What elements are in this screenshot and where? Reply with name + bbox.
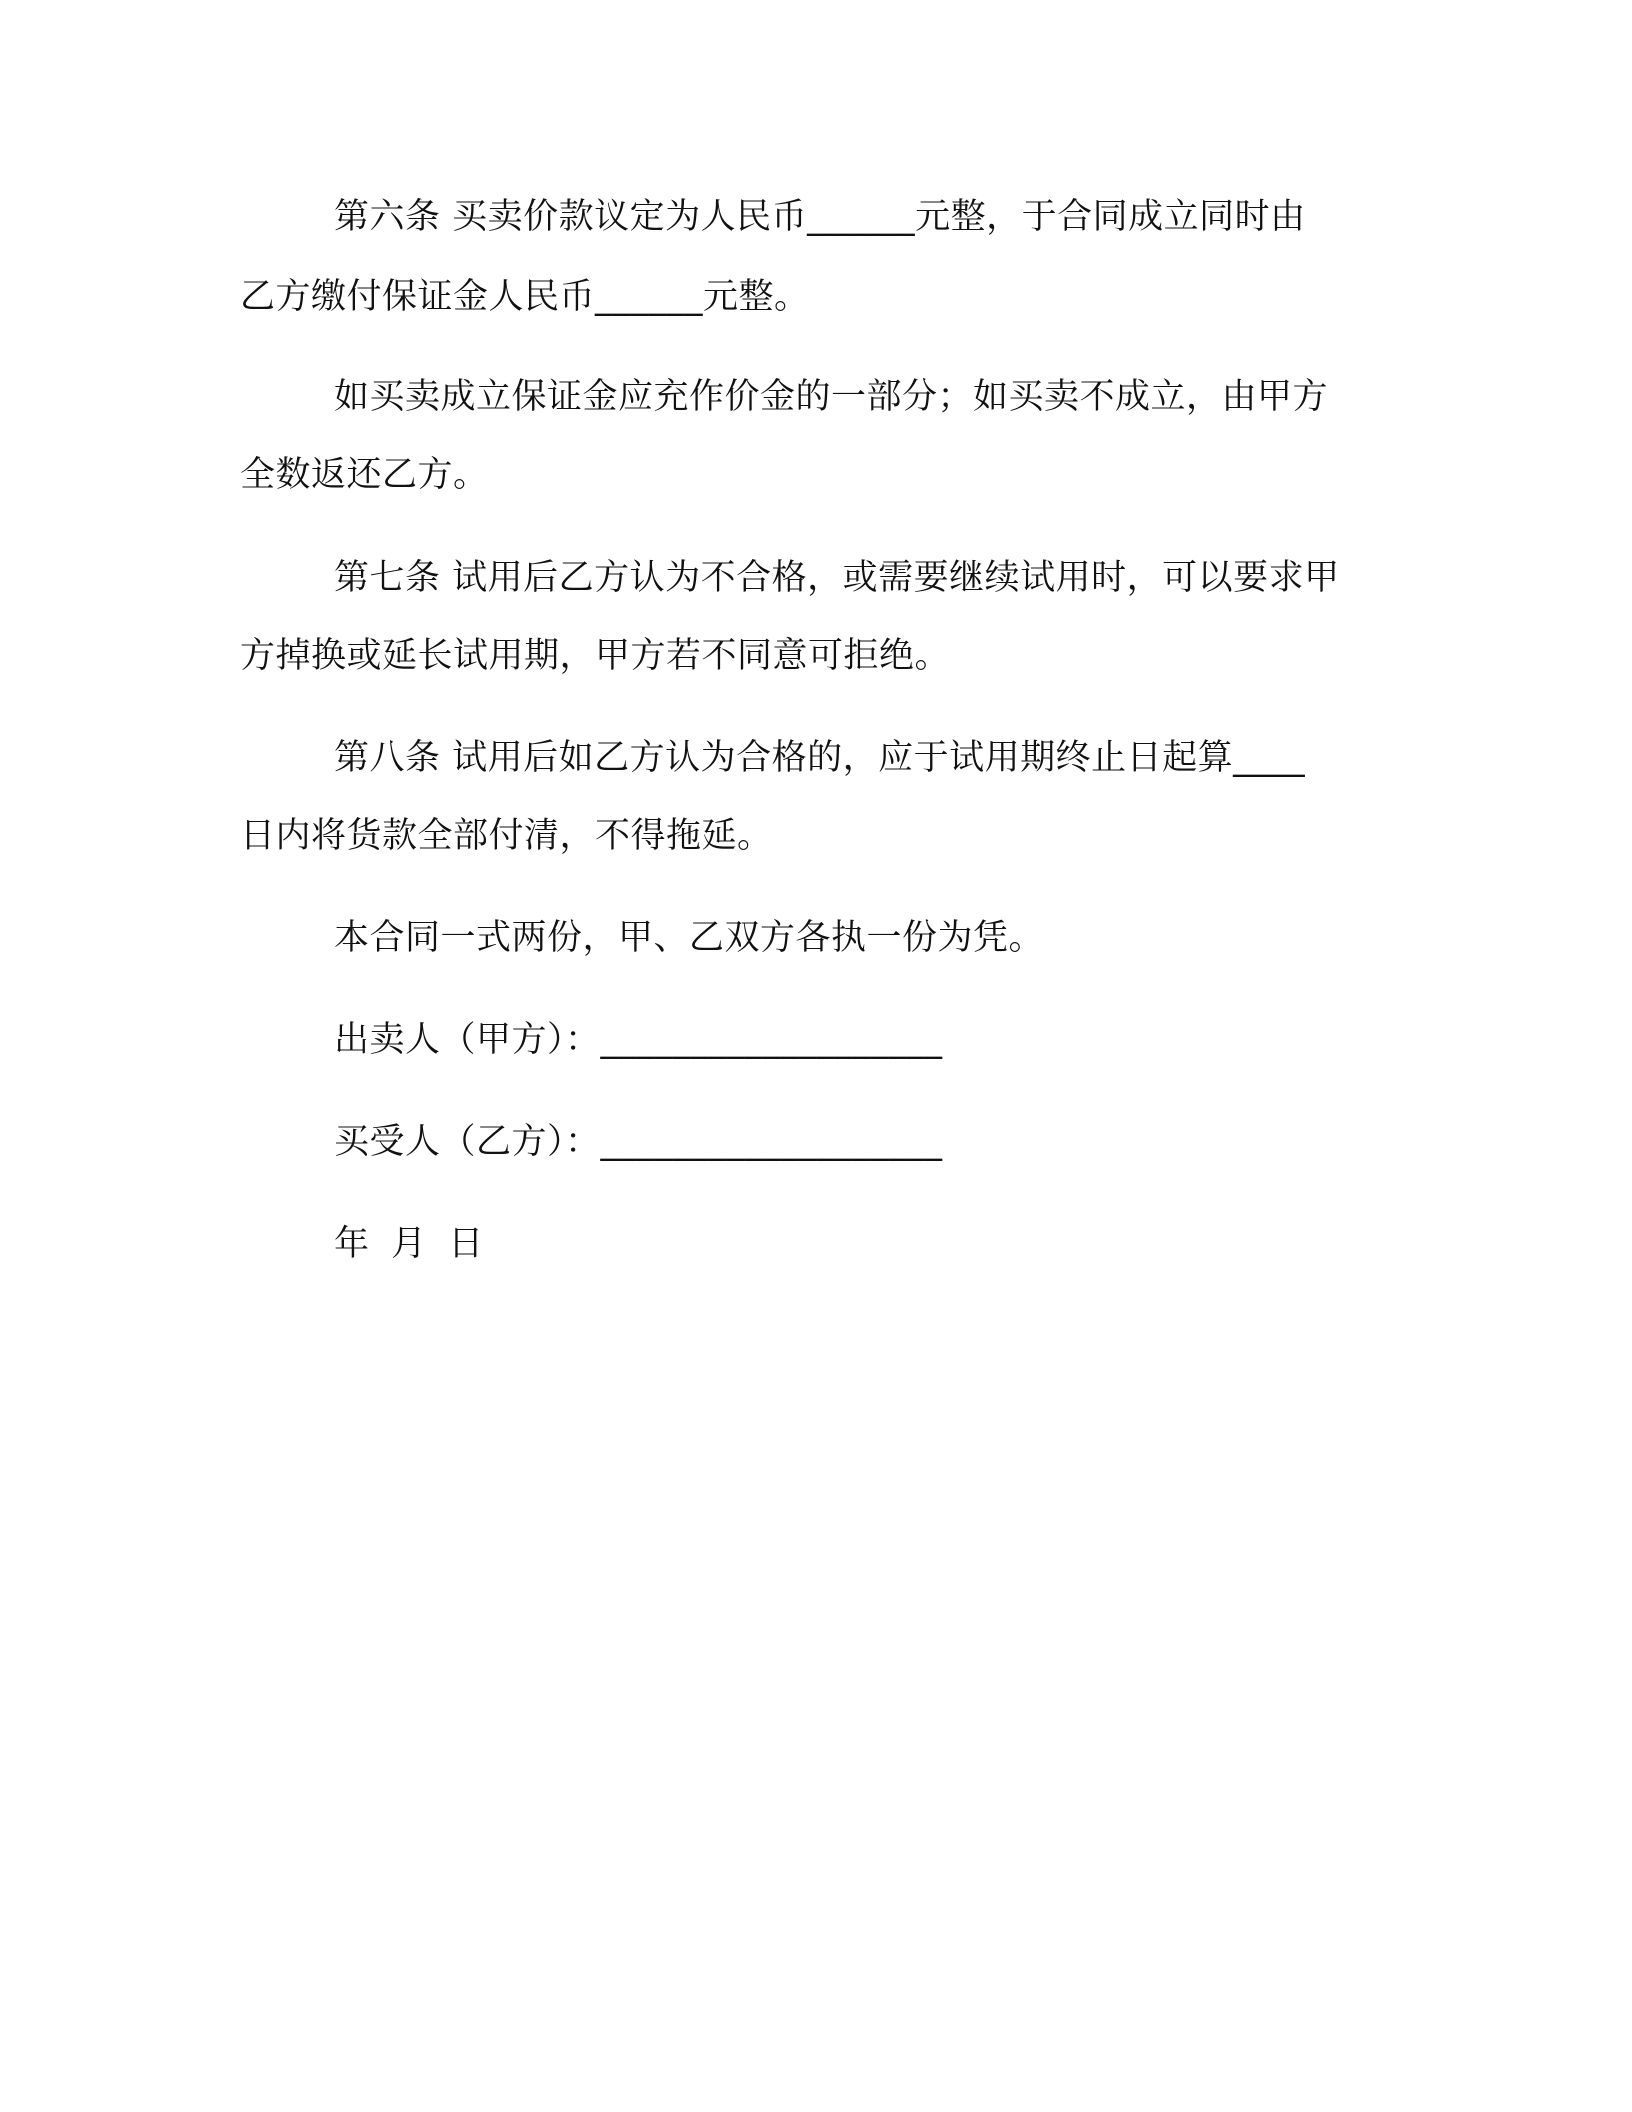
- article6-line2: 乙方缴付保证金人民币______元整。: [240, 277, 810, 317]
- deposit-clause-line2: 全数返还乙方。: [240, 455, 489, 495]
- seller-signature-line: 出卖人（甲方）：___________________: [334, 1020, 943, 1060]
- date-line: 年 月 日: [334, 1224, 484, 1264]
- copies-clause: 本合同一式两份，甲、乙双方各执一份为凭。: [334, 918, 1045, 958]
- deposit-clause-line1: 如买卖成立保证金应充作价金的一部分；如买卖不成立，由甲方: [334, 377, 1329, 417]
- buyer-signature-line: 买受人（乙方）：___________________: [334, 1122, 943, 1162]
- article6-line1: 第六条 买卖价款议定为人民币______元整，于合同成立同时由: [334, 197, 1306, 237]
- article8-line1: 第八条 试用后如乙方认为合格的，应于试用期终止日起算____: [334, 738, 1306, 778]
- article8-line2: 日内将货款全部付清，不得拖延。: [240, 816, 773, 856]
- article7-line1: 第七条 试用后乙方认为不合格，或需要继续试用时，可以要求甲: [334, 558, 1340, 598]
- article7-line2: 方掉换或延长试用期，甲方若不同意可拒绝。: [240, 636, 951, 676]
